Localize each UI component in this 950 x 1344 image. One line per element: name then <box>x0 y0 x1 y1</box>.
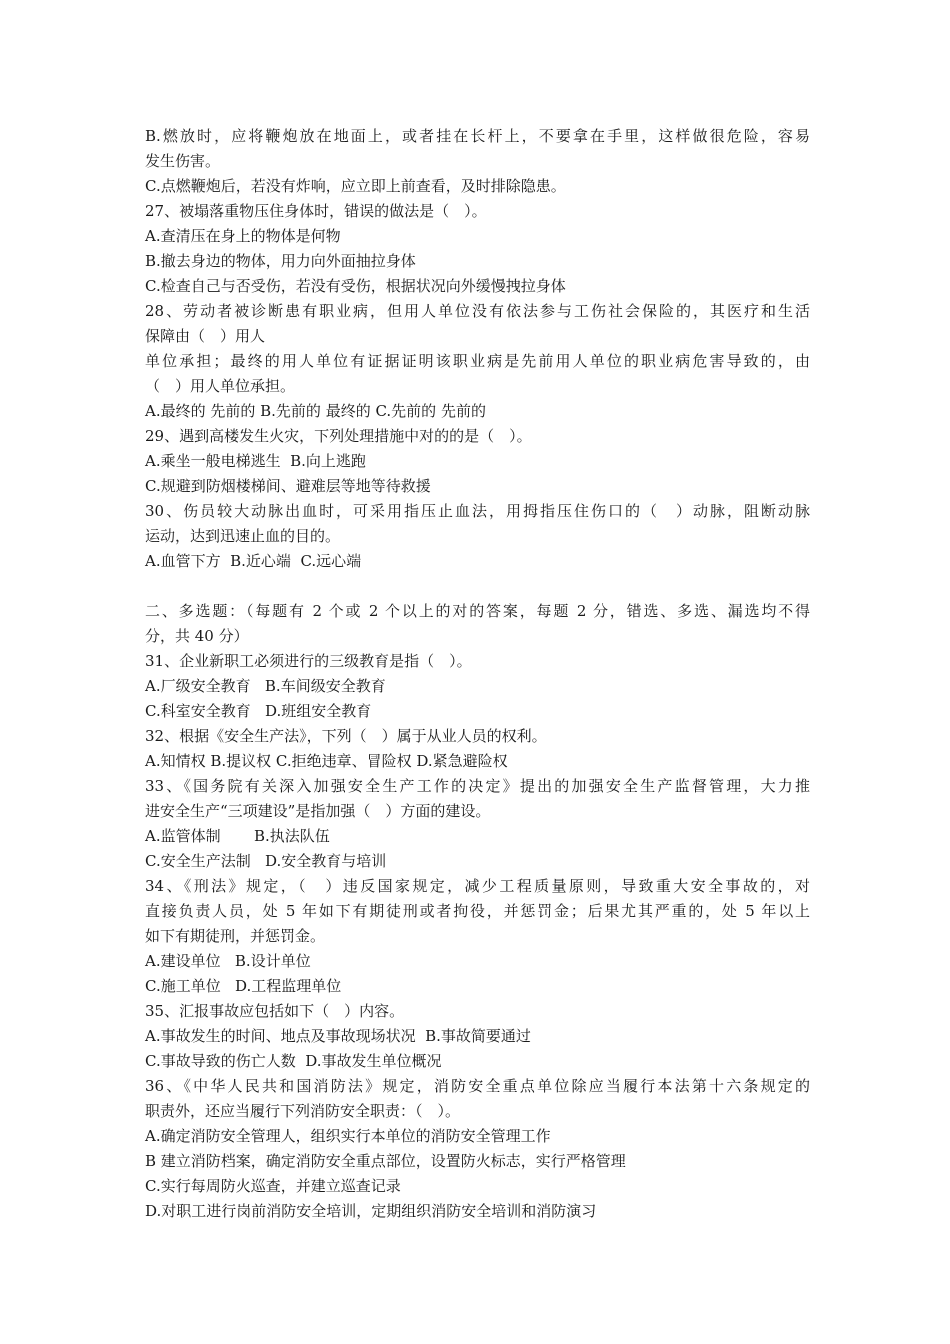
question-31: 31、企业新职工必须进行的三级教育是指（ ）。 <box>145 652 472 670</box>
option-line: C.安全生产法制 D.安全教育与培训 <box>145 852 387 870</box>
option-line: A.乘坐一般电梯逃生 B.向上逃跑 <box>145 452 366 470</box>
section-heading-multiple-choice: 二、多选题：（每题有 2 个或 2 个以上的对的答案，每题 2 分，错选、多选、漏选均不得 <box>145 602 810 620</box>
question-28: 28、劳动者被诊断患有职业病，但用人单位没有依法参与工伤社会保险的，其医疗和生活 <box>145 302 810 320</box>
text-line: B.燃放时，应将鞭炮放在地面上，或者挂在长杆上，不要拿在手里，这样做很危险，容易 <box>145 127 810 145</box>
text-line: 职责外，还应当履行下列消防安全职责：（ ）。 <box>145 1102 461 1120</box>
option-line: A.确定消防安全管理人，组织实行本单位的消防安全管理工作 <box>145 1127 551 1145</box>
text-line: 如下有期徒刑，并惩罚金。 <box>145 927 326 945</box>
text-line: 进安全生产“三项建设”是指加强（ ）方面的建设。 <box>145 802 491 820</box>
option-line: C.检查自己与否受伤，若没有受伤，根据状况向外缓慢拽拉身体 <box>145 277 566 295</box>
option-line: A.知情权 B.提议权 C.拒绝违章、冒险权 D.紧急避险权 <box>145 752 508 770</box>
text-line: （ ）用人单位承担。 <box>145 377 296 395</box>
text-line: C.点燃鞭炮后，若没有炸响，应立即上前查看，及时排除隐患。 <box>145 177 566 195</box>
option-line: A.厂级安全教育 B.车间级安全教育 <box>145 677 386 695</box>
option-line: A.查清压在身上的物体是何物 <box>145 227 341 245</box>
option-line: C.规避到防烟楼梯间、避难层等地等待救援 <box>145 477 431 495</box>
option-line: A.监管体制 B.执法队伍 <box>145 827 330 845</box>
question-32: 32、根据《安全生产法》，下列（ ）属于从业人员的权利。 <box>145 727 547 745</box>
question-36: 36、《中华人民共和国消防法》规定，消防安全重点单位除应当履行本法第十六条规定的 <box>145 1077 810 1095</box>
document-page <box>145 124 810 1224</box>
option-line: C.施工单位 D.工程监理单位 <box>145 977 342 995</box>
text-line: 单位承担；最终的用人单位有证据证明该职业病是先前用人单位的职业病危害导致的，由 <box>145 352 810 370</box>
question-34: 34、《刑法》规定，（ ）违反国家规定，减少工程质量原则，导致重大安全事故的，对 <box>145 877 810 895</box>
question-29: 29、遇到高楼发生火灾，下列处理措施中对的的是（ ）。 <box>145 427 532 445</box>
option-line: C.事故导致的伤亡人数 D.事故发生单位概况 <box>145 1052 442 1070</box>
option-line: A.事故发生的时间、地点及事故现场状况 B.事故简要通过 <box>145 1027 531 1045</box>
text-line: 分，共 40 分） <box>145 627 249 645</box>
text-line: 保障由（ ）用人 <box>145 327 266 345</box>
blank-line <box>145 574 810 599</box>
option-line: C.科室安全教育 D.班组安全教育 <box>145 702 372 720</box>
option-line: D.对职工进行岗前消防安全培训，定期组织消防安全培训和消防演习 <box>145 1202 597 1220</box>
text-line: 运动，达到迅速止血的目的。 <box>145 527 341 545</box>
text-line: 发生伤害。 <box>145 152 221 170</box>
question-33: 33、《国务院有关深入加强安全生产工作的决定》提出的加强安全生产监督管理，大力推 <box>145 777 810 795</box>
option-line: C.实行每周防火巡查，并建立巡查记录 <box>145 1177 401 1195</box>
option-line: B.撤去身边的物体，用力向外面抽拉身体 <box>145 252 416 270</box>
option-line: A.血管下方 B.近心端 C.远心端 <box>145 552 362 570</box>
option-line: A.建设单位 B.设计单位 <box>145 952 311 970</box>
question-30: 30、伤员较大动脉出血时，可采用指压止血法，用拇指压住伤口的（ ）动脉，阻断动脉 <box>145 502 810 520</box>
question-27: 27、被塌落重物压住身体时，错误的做法是（ ）。 <box>145 202 487 220</box>
text-line: 直接负责人员，处 5 年如下有期徒刑或者拘役，并惩罚金；后果尤其严重的，处 5 年以上 <box>145 902 810 920</box>
option-line: A.最终的 先前的 B.先前的 最终的 C.先前的 先前的 <box>145 402 486 420</box>
option-line: B 建立消防档案，确定消防安全重点部位，设置防火标志，实行严格管理 <box>145 1152 626 1170</box>
question-35: 35、汇报事故应包括如下（ ）内容。 <box>145 1002 405 1020</box>
